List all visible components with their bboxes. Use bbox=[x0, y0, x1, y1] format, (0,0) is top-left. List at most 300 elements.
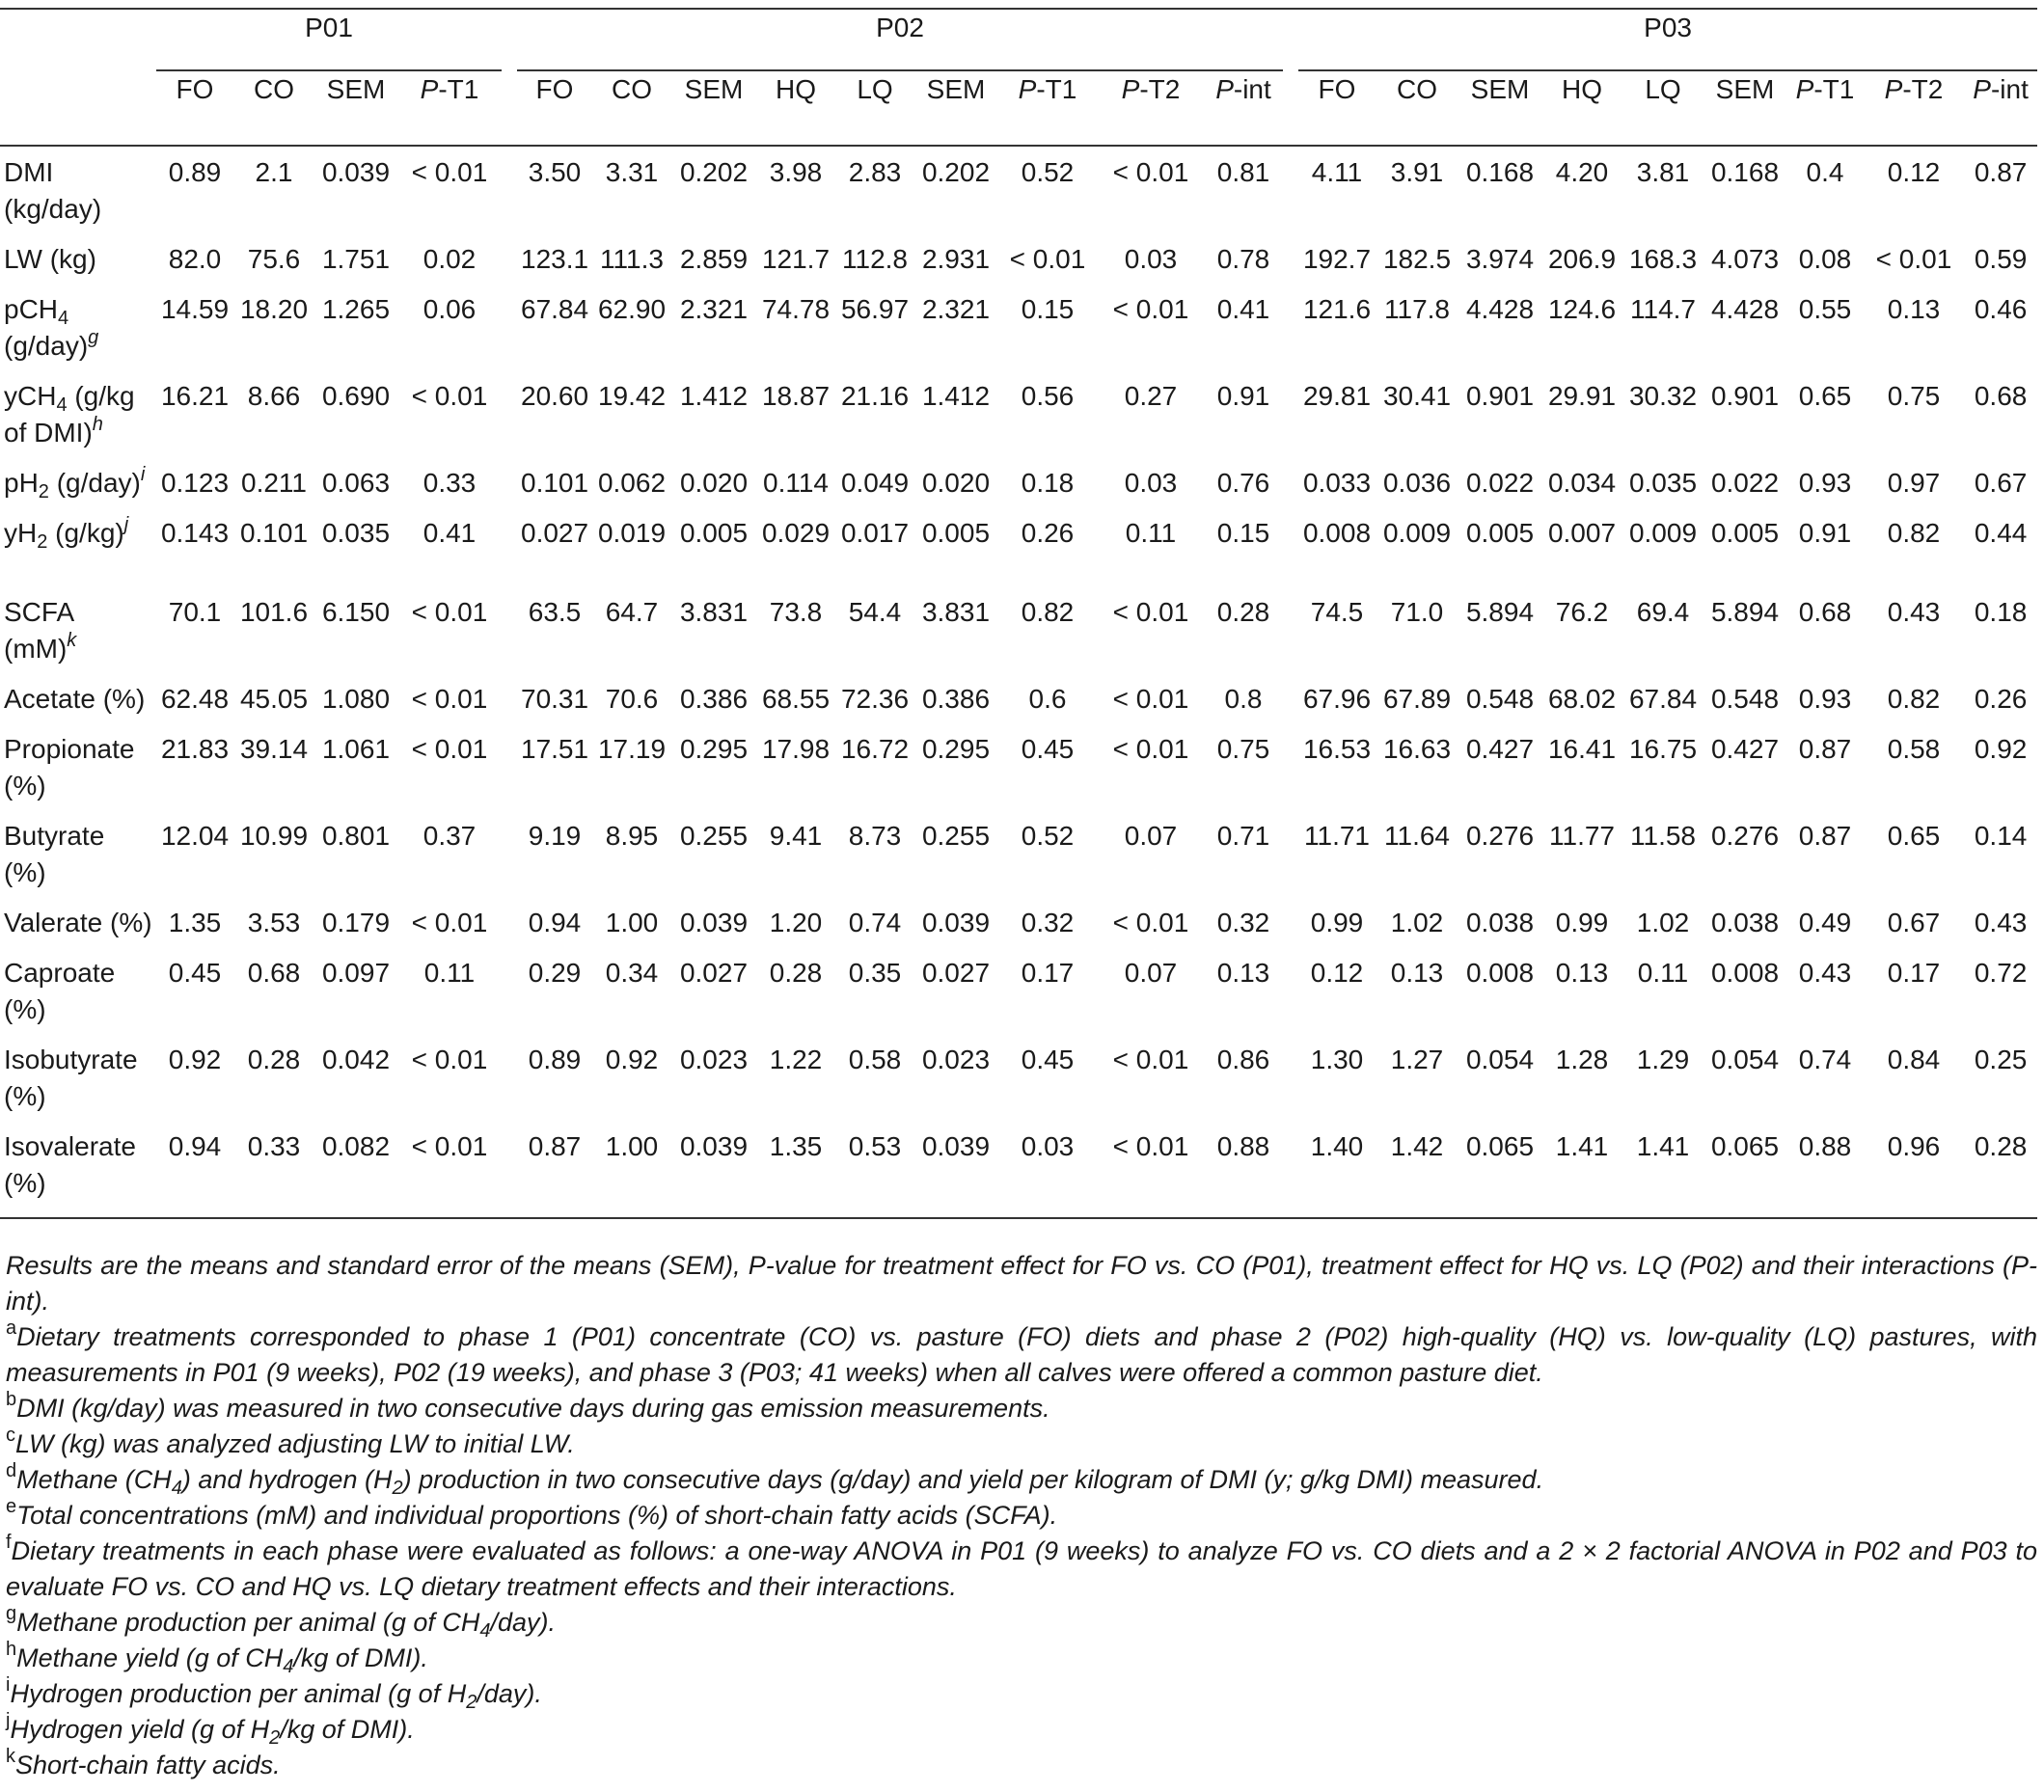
table-cell: 16.21 bbox=[160, 381, 230, 411]
table-cell: 0.168 bbox=[1710, 157, 1780, 187]
table-cell: 1.751 bbox=[321, 244, 391, 274]
table-cell: 111.3 bbox=[600, 244, 664, 274]
table-cell: 0.019 bbox=[597, 518, 667, 548]
table-cell: 0.062 bbox=[597, 468, 667, 498]
table-cell: 0.07 bbox=[1124, 821, 1178, 851]
table-cell: 0.6 bbox=[1028, 684, 1067, 714]
table-cell: 0.029 bbox=[761, 518, 831, 548]
table-cell: 17.98 bbox=[761, 734, 831, 764]
table-cell: 0.022 bbox=[1710, 468, 1780, 498]
table-cell: 0.45 bbox=[1021, 734, 1075, 764]
table-cell: 0.52 bbox=[1021, 821, 1075, 851]
spacer-cell bbox=[1283, 897, 1298, 947]
table-cell: 17.51 bbox=[521, 734, 589, 764]
table-cell: 0.58 bbox=[1887, 734, 1941, 764]
table-cell: 18.20 bbox=[239, 294, 309, 324]
table-cell: 0.12 bbox=[1887, 157, 1941, 187]
table-cell: 0.027 bbox=[521, 518, 589, 548]
spacer-cell bbox=[1283, 810, 1298, 897]
spacer-cell bbox=[1283, 673, 1298, 723]
spacer-cell bbox=[502, 370, 517, 457]
table-row bbox=[0, 457, 2037, 507]
footnote-g: $^g$Methane production per animal (g of $CH_4/day$). bbox=[6, 1603, 557, 1642]
col-header-p02-1: CO bbox=[592, 70, 671, 146]
table-row bbox=[0, 233, 2037, 284]
table-cell: 0.276 bbox=[1710, 821, 1780, 851]
table-cell: 1.061 bbox=[321, 734, 391, 764]
col-header-p03-6: P-T1 bbox=[1786, 70, 1864, 146]
table-cell: 0.11 bbox=[1637, 958, 1689, 988]
col-header-p03-2: SEM bbox=[1458, 70, 1541, 146]
table-cell: 3.974 bbox=[1465, 244, 1535, 274]
table-cell: 0.009 bbox=[1628, 518, 1698, 548]
table-cell: 11.71 bbox=[1304, 821, 1370, 851]
table-cell: 0.65 bbox=[1887, 821, 1941, 851]
table-cell: 0.295 bbox=[679, 734, 749, 764]
table-cell: 56.97 bbox=[840, 294, 910, 324]
table-cell: 2.83 bbox=[848, 157, 902, 187]
col-header-p01-0: FO bbox=[156, 70, 233, 146]
table-cell: 4.073 bbox=[1710, 244, 1780, 274]
table-cell: 2.321 bbox=[921, 294, 991, 324]
table-cell: 4.11 bbox=[1311, 157, 1363, 187]
table-cell: 0.26 bbox=[1021, 518, 1075, 548]
table-cell: 1.27 bbox=[1390, 1045, 1444, 1074]
table-cell: 0.101 bbox=[239, 518, 309, 548]
table-cell: 5.894 bbox=[1710, 597, 1780, 627]
table-cell: 192.7 bbox=[1302, 244, 1372, 274]
table-cell: 168.3 bbox=[1628, 244, 1698, 274]
table-cell: 6.150 bbox=[321, 597, 391, 627]
col-header-p02-2: SEM bbox=[671, 70, 756, 146]
group-header-row bbox=[0, 10, 2037, 70]
table-cell: 0.12 bbox=[1310, 958, 1364, 988]
table-cell: 0.101 bbox=[521, 468, 589, 498]
table-cell: 16.63 bbox=[1382, 734, 1452, 764]
row-label: $pH_2$ $(g/day)^i$ bbox=[4, 464, 146, 502]
col-header-p03-3: HQ bbox=[1541, 70, 1622, 146]
footnote-i: $^i$Hydrogen production per animal (g of $H_2/day$). bbox=[6, 1674, 542, 1713]
table-cell: 0.68 bbox=[1798, 597, 1852, 627]
table-cell: 0.14 bbox=[1974, 821, 2028, 851]
table-cell: 54.4 bbox=[848, 597, 902, 627]
table-cell: 11.64 bbox=[1384, 821, 1450, 851]
col-header-p01-1: CO bbox=[233, 70, 314, 146]
header-spacer bbox=[502, 70, 517, 146]
table-cell: 112.8 bbox=[842, 244, 908, 274]
table-cell: 1.29 bbox=[1636, 1045, 1690, 1074]
row-label: $yH_2$ $(g/kg)^j$ bbox=[4, 514, 129, 553]
table-cell: 16.75 bbox=[1628, 734, 1698, 764]
group-p02: P02 bbox=[517, 10, 1283, 70]
table-cell: 3.98 bbox=[769, 157, 823, 187]
table-cell: 16.41 bbox=[1547, 734, 1617, 764]
spacer-cell bbox=[1283, 146, 1298, 233]
spacer-cell bbox=[1283, 233, 1298, 284]
row-label: Acetate (%) bbox=[4, 684, 146, 714]
table-cell: 74.5 bbox=[1310, 597, 1364, 627]
table-cell: 0.276 bbox=[1465, 821, 1535, 851]
table-cell: < 0.01 bbox=[1112, 684, 1189, 714]
table-cell: < 0.01 bbox=[411, 734, 488, 764]
table-cell: 0.049 bbox=[840, 468, 910, 498]
table-cell: 0.25 bbox=[1974, 1045, 2028, 1074]
table-cell: 0.82 bbox=[1887, 684, 1941, 714]
col-header-p02-4: LQ bbox=[835, 70, 914, 146]
table-cell: 0.027 bbox=[921, 958, 991, 988]
table-cell: 206.9 bbox=[1547, 244, 1617, 274]
table-cell: 0.114 bbox=[763, 468, 829, 498]
table-cell: 0.59 bbox=[1974, 244, 2028, 274]
col-header-p02-7: P-T2 bbox=[1098, 70, 1204, 146]
table-cell: < 0.01 bbox=[411, 908, 488, 937]
table-cell: 70.6 bbox=[605, 684, 659, 714]
table-cell: 0.13 bbox=[1555, 958, 1609, 988]
table-cell: 0.87 bbox=[1974, 157, 2028, 187]
table-footnotes bbox=[6, 1248, 2037, 1783]
table-cell: 0.43 bbox=[1974, 908, 2028, 937]
table-cell: 1.265 bbox=[321, 294, 391, 324]
table-cell: 64.7 bbox=[605, 597, 659, 627]
col-header-p01-3: P-T1 bbox=[397, 70, 502, 146]
table-cell: 0.023 bbox=[679, 1045, 749, 1074]
spacer-cell bbox=[502, 673, 517, 723]
group-p01: P01 bbox=[156, 10, 502, 70]
table-cell: < 0.01 bbox=[1112, 734, 1189, 764]
table-cell: 30.41 bbox=[1382, 381, 1452, 411]
table-cell: 0.901 bbox=[1465, 381, 1535, 411]
table-cell: 0.97 bbox=[1887, 468, 1941, 498]
row-label: Caproate (%) bbox=[4, 958, 116, 1024]
table-cell: 0.009 bbox=[1382, 518, 1452, 548]
spacer-cell bbox=[502, 507, 517, 586]
table-cell: 0.017 bbox=[840, 518, 910, 548]
table-cell: 76.2 bbox=[1555, 597, 1609, 627]
table-cell: 0.58 bbox=[848, 1045, 902, 1074]
table-cell: < 0.01 bbox=[1112, 597, 1189, 627]
table-cell: 0.32 bbox=[1021, 908, 1075, 937]
spacer-cell bbox=[1283, 723, 1298, 810]
table-cell: 0.202 bbox=[679, 157, 749, 187]
table-cell: 1.35 bbox=[756, 1121, 835, 1218]
table-cell: 11.77 bbox=[1549, 821, 1615, 851]
table-cell: 0.13 bbox=[1390, 958, 1444, 988]
table-cell: 29.81 bbox=[1302, 381, 1372, 411]
table-cell: 0.690 bbox=[321, 381, 391, 411]
row-label: Isobutyrate (%) bbox=[4, 1045, 138, 1111]
column-header-row bbox=[0, 70, 2037, 146]
table-cell: 69.4 bbox=[1636, 597, 1690, 627]
table-cell: < 0.01 bbox=[411, 684, 488, 714]
spacer-cell bbox=[1283, 507, 1298, 586]
table-cell: 121.6 bbox=[1302, 294, 1372, 324]
table-cell: 0.92 bbox=[168, 1045, 222, 1074]
table-cell: < 0.01 bbox=[1112, 1045, 1189, 1074]
table-cell: 0.020 bbox=[679, 468, 749, 498]
table-cell: 0.255 bbox=[679, 821, 749, 851]
table-cell: 0.44 bbox=[1974, 518, 2028, 548]
table-cell: 0.89 bbox=[168, 157, 222, 187]
spacer-cell bbox=[502, 1034, 517, 1121]
table-cell: 1.42 bbox=[1376, 1121, 1458, 1218]
table-cell: 4.428 bbox=[1710, 294, 1780, 324]
spacer-cell bbox=[502, 947, 517, 1034]
table-cell: 0.15 bbox=[1021, 294, 1075, 324]
table-cell: 0.168 bbox=[1465, 157, 1535, 187]
table-cell: 0.92 bbox=[605, 1045, 659, 1074]
footnote-a: $^a$Dietary treatments corresponded to phase 1 (P01) concentrate (CO) vs. pasture (FO) diets and phase 2 (P02) high-quality (HQ) vs. low-quality (LQ) pastures, with measurements in P01 (9 weeks), P02 (19 weeks), and phase 3 (P03; 41 weeks) when all calves were offered a common pasture diet. bbox=[6, 1317, 2037, 1387]
table-cell: 17.19 bbox=[597, 734, 667, 764]
table-cell: 121.7 bbox=[761, 244, 831, 274]
table-cell: 0.038 bbox=[1710, 908, 1780, 937]
table-cell: 5.894 bbox=[1465, 597, 1535, 627]
table-cell: 29.91 bbox=[1547, 381, 1617, 411]
table-cell: 0.427 bbox=[1710, 734, 1780, 764]
table-cell: 0.036 bbox=[1382, 468, 1452, 498]
col-header-p02-8: P-int bbox=[1204, 70, 1283, 146]
table-cell: 0.801 bbox=[321, 821, 391, 851]
table-row bbox=[0, 586, 2037, 673]
table-cell: 1.02 bbox=[1390, 908, 1444, 937]
table-cell: 1.30 bbox=[1310, 1045, 1364, 1074]
table-cell: 0.26 bbox=[1974, 684, 2028, 714]
table-cell: < 0.01 bbox=[1112, 294, 1189, 324]
col-header-p01-2: SEM bbox=[314, 70, 397, 146]
table-cell: 0.023 bbox=[921, 1045, 991, 1074]
table-cell: 0.75 bbox=[1887, 381, 1941, 411]
table-cell: 0.35 bbox=[848, 958, 902, 988]
table-cell: 0.15 bbox=[1216, 518, 1270, 548]
table-row bbox=[0, 897, 2037, 947]
table-cell: 0.43 bbox=[1887, 597, 1941, 627]
table-cell: 0.13 bbox=[1216, 958, 1270, 988]
col-header-p03-8: P-int bbox=[1964, 70, 2037, 146]
table-cell: 2.321 bbox=[679, 294, 749, 324]
table-cell: 4.20 bbox=[1555, 157, 1609, 187]
footnote-j: $^j$Hydrogen yield (g of $H_2/kg$ of DMI). bbox=[6, 1710, 415, 1749]
table-cell: 1.02 bbox=[1636, 908, 1690, 937]
row-label: yCH$_4$ (g/kg of DMI)$^h$ bbox=[4, 381, 135, 448]
table-cell: 0.035 bbox=[1628, 468, 1698, 498]
table-cell: 0.78 bbox=[1216, 244, 1270, 274]
table-cell: 0.49 bbox=[1798, 908, 1852, 937]
table-cell: < 0.01 bbox=[397, 1121, 502, 1218]
table-cell: 0.86 bbox=[1216, 1045, 1270, 1074]
table-cell: 12.04 bbox=[160, 821, 230, 851]
table-cell: 0.74 bbox=[848, 908, 902, 937]
table-cell: 0.71 bbox=[1216, 821, 1270, 851]
table-cell: 75.6 bbox=[247, 244, 301, 274]
table-cell: 0.202 bbox=[921, 157, 991, 187]
table-cell: 62.48 bbox=[160, 684, 230, 714]
table-cell: < 0.01 bbox=[411, 597, 488, 627]
table-cell: 0.34 bbox=[605, 958, 659, 988]
table-cell: 0.8 bbox=[1224, 684, 1263, 714]
row-label: Valerate (%) bbox=[4, 908, 152, 937]
table-cell: 0.72 bbox=[1974, 958, 2028, 988]
table-cell: 3.31 bbox=[605, 157, 659, 187]
footnote-e: $^e$Total concentrations (mM) and individual proportions (%) of short-chain fatty acids (SCFA). bbox=[6, 1496, 1058, 1530]
table-cell: 3.81 bbox=[1636, 157, 1690, 187]
table-cell: 0.005 bbox=[1465, 518, 1535, 548]
table-cell: 1.412 bbox=[679, 381, 749, 411]
table-cell: 0.035 bbox=[321, 518, 391, 548]
table-cell: 19.42 bbox=[597, 381, 667, 411]
table-body bbox=[0, 146, 2037, 1218]
table-cell: < 0.01 bbox=[1875, 244, 1952, 274]
table-cell: 0.27 bbox=[1124, 381, 1178, 411]
table-cell: 21.83 bbox=[160, 734, 230, 764]
table-cell: 0.29 bbox=[528, 958, 582, 988]
table-cell: 0.03 bbox=[997, 1121, 1098, 1218]
table-cell: 3.831 bbox=[679, 597, 749, 627]
table-cell: 0.005 bbox=[921, 518, 991, 548]
table-cell: 1.22 bbox=[769, 1045, 823, 1074]
table-cell: 0.065 bbox=[1458, 1121, 1541, 1218]
table-cell: 0.53 bbox=[835, 1121, 914, 1218]
spacer-cell bbox=[502, 284, 517, 370]
table-cell: 0.548 bbox=[1465, 684, 1535, 714]
table-cell: 0.94 bbox=[156, 1121, 233, 1218]
table-cell: 0.13 bbox=[1887, 294, 1941, 324]
table-cell: 39.14 bbox=[239, 734, 309, 764]
spacer-cell bbox=[1283, 457, 1298, 507]
table-cell: 0.41 bbox=[1216, 294, 1270, 324]
col-header-p02-0: FO bbox=[517, 70, 592, 146]
table-cell: 0.082 bbox=[314, 1121, 397, 1218]
col-header-p03-4: LQ bbox=[1622, 70, 1703, 146]
table-row bbox=[0, 146, 2037, 233]
row-label: LW (kg) bbox=[4, 244, 96, 274]
table-cell: 11.58 bbox=[1630, 821, 1696, 851]
col-header-p03-7: P-T2 bbox=[1864, 70, 1964, 146]
table-cell: 0.67 bbox=[1887, 908, 1941, 937]
table-cell: 3.50 bbox=[528, 157, 582, 187]
table-cell: 0.039 bbox=[914, 1121, 997, 1218]
spacer-cell bbox=[1283, 1121, 1298, 1218]
spacer-cell bbox=[1283, 586, 1298, 673]
table-cell: 0.18 bbox=[1974, 597, 2028, 627]
footnote-c: $^c$LW (kg) was analyzed adjusting LW to initial LW. bbox=[6, 1425, 575, 1458]
table-cell: 68.02 bbox=[1547, 684, 1617, 714]
table-cell: 0.03 bbox=[1124, 244, 1178, 274]
row-label: Butyrate (%) bbox=[4, 821, 105, 887]
table-cell: 3.831 bbox=[921, 597, 991, 627]
table-cell: 1.20 bbox=[769, 908, 823, 937]
spacer-cell bbox=[502, 723, 517, 810]
table-cell: 21.16 bbox=[840, 381, 910, 411]
table-cell: 67.89 bbox=[1382, 684, 1452, 714]
row-label: Propionate (%) bbox=[4, 734, 135, 801]
table-cell: 0.042 bbox=[321, 1045, 391, 1074]
col-header-p02-3: HQ bbox=[756, 70, 835, 146]
table-cell: 0.08 bbox=[1798, 244, 1852, 274]
table-cell: 0.82 bbox=[1887, 518, 1941, 548]
table-cell: 1.00 bbox=[605, 908, 659, 937]
table-cell: < 0.01 bbox=[1098, 1121, 1204, 1218]
table-cell: 0.008 bbox=[1710, 958, 1780, 988]
table-row bbox=[0, 370, 2037, 457]
col-header-p03-0: FO bbox=[1298, 70, 1376, 146]
table-cell: 67.84 bbox=[521, 294, 589, 324]
table-cell: 9.41 bbox=[769, 821, 823, 851]
table-cell: 0.81 bbox=[1216, 157, 1270, 187]
footnote-h: $^h$Methane yield (g of $CH_4/kg$ of DMI). bbox=[6, 1639, 428, 1677]
table-cell: 45.05 bbox=[239, 684, 309, 714]
table-cell: 0.034 bbox=[1547, 468, 1617, 498]
footnote-k: $^k$Short-chain fatty acids. bbox=[6, 1746, 281, 1779]
row-label: Isovalerate (%) bbox=[0, 1121, 156, 1218]
table-cell: 124.6 bbox=[1547, 294, 1617, 324]
table-cell: 1.35 bbox=[168, 908, 222, 937]
table-cell: 62.90 bbox=[597, 294, 667, 324]
table-cell: 0.65 bbox=[1798, 381, 1852, 411]
table-cell: 0.039 bbox=[321, 157, 391, 187]
table-cell: 8.66 bbox=[247, 381, 301, 411]
table-cell: 1.41 bbox=[1541, 1121, 1622, 1218]
table-cell: 0.89 bbox=[528, 1045, 582, 1074]
footnote-f: $^f$Dietary treatments in each phase were evaluated as follows: a one-way ANOVA in P01 (9 weeks) to analyze FO vs. CO diets and a 2 × 2 factorial ANOVA in P02 and P03 to evaluate FO vs. CO and HQ vs. LQ dietary treatment effects and their interactions. bbox=[6, 1532, 2037, 1601]
row-label-header bbox=[0, 70, 156, 146]
table-cell: 0.28 bbox=[769, 958, 823, 988]
table-row bbox=[0, 1121, 2037, 1218]
table-cell: < 0.01 bbox=[411, 1045, 488, 1074]
table-cell: 8.73 bbox=[848, 821, 902, 851]
col-header-p02-6: P-T1 bbox=[997, 70, 1098, 146]
table-cell: 0.054 bbox=[1465, 1045, 1535, 1074]
table-row bbox=[0, 284, 2037, 370]
table-cell: 0.02 bbox=[422, 244, 477, 274]
table-cell: 16.72 bbox=[840, 734, 910, 764]
table-cell: 0.097 bbox=[321, 958, 391, 988]
table-cell: 123.1 bbox=[521, 244, 589, 274]
table-cell: 0.28 bbox=[247, 1045, 301, 1074]
table-cell: 114.7 bbox=[1630, 294, 1696, 324]
table-row bbox=[0, 947, 2037, 1034]
table-cell: 0.84 bbox=[1887, 1045, 1941, 1074]
table-cell: 0.45 bbox=[1021, 1045, 1075, 1074]
table-cell: 0.33 bbox=[422, 468, 477, 498]
table-cell: 0.75 bbox=[1216, 734, 1270, 764]
table-cell: 63.5 bbox=[528, 597, 582, 627]
table-cell: 0.87 bbox=[1798, 734, 1852, 764]
spacer-cell bbox=[502, 457, 517, 507]
table-cell: 0.17 bbox=[1021, 958, 1075, 988]
table-cell: 0.039 bbox=[921, 908, 991, 937]
table-cell: 101.6 bbox=[239, 597, 309, 627]
table-cell: 0.88 bbox=[1204, 1121, 1283, 1218]
table-cell: 73.8 bbox=[769, 597, 823, 627]
table-cell: 0.56 bbox=[1021, 381, 1075, 411]
table-cell: 0.295 bbox=[921, 734, 991, 764]
table-cell: 18.87 bbox=[761, 381, 831, 411]
spacer-cell bbox=[1283, 947, 1298, 1034]
table-cell: 2.859 bbox=[679, 244, 749, 274]
table-cell: 0.18 bbox=[1021, 468, 1075, 498]
table-cell: 0.386 bbox=[679, 684, 749, 714]
table-cell: 0.94 bbox=[528, 908, 582, 937]
table-cell: < 0.01 bbox=[411, 381, 488, 411]
table-cell: 0.46 bbox=[1974, 294, 2028, 324]
row-label: DMI (kg/day) bbox=[4, 157, 102, 224]
table-cell: 0.91 bbox=[1798, 518, 1852, 548]
table-row bbox=[0, 1034, 2037, 1121]
table-cell: 68.55 bbox=[761, 684, 831, 714]
table-cell: 70.1 bbox=[168, 597, 222, 627]
table-cell: 0.255 bbox=[921, 821, 991, 851]
spacer-cell bbox=[502, 1121, 517, 1218]
table-cell: 16.53 bbox=[1302, 734, 1372, 764]
